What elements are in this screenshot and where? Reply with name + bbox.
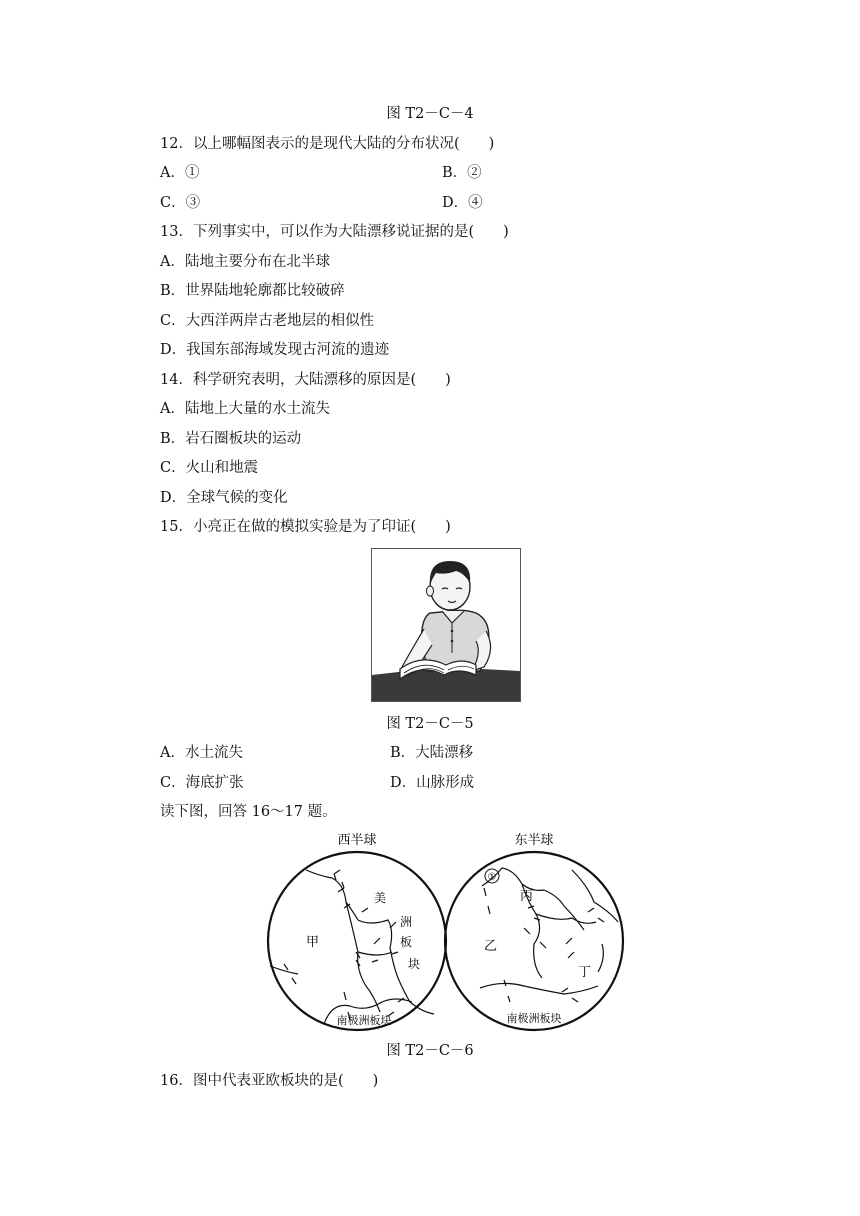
boy-folding-book-drawing [372,549,520,701]
west-label-antarctic-plate: 南极洲板块 [336,1014,392,1027]
option-d: D．我国东部海域发现古河流的遗迹 [160,342,390,358]
question-12-stem: 12．以上哪幅图表示的是现代大陆的分布状况( ) [160,136,495,152]
west-label-kuai: 块 [408,957,421,971]
reading-instruction: 读下图，回答 16～17 题。 [160,804,337,820]
question-14-stem: 14．科学研究表明，大陆漂移的原因是( ) [160,372,451,388]
option-c: C．海底扩张 [160,775,244,791]
question-16-stem: 16．图中代表亚欧板块的是( ) [160,1073,379,1089]
west-label-jia: 甲 [306,935,320,950]
option-d: D．山脉形成 [390,775,475,791]
option-a: A．水土流失 [160,745,243,761]
plate-hemisphere-map [262,826,632,1034]
east-label-yi: 乙 [484,939,498,954]
east-hemisphere-title: 东半球 [514,833,554,848]
east-label-bing: 丙 [520,889,534,904]
west-hemisphere [268,852,446,1030]
option-c: C．大西洋两岸古老地层的相似性 [160,313,375,329]
option-a: A．① [160,165,200,181]
west-label-ban: 板 [400,935,413,949]
east-label-antarctic-plate: 南极洲板块 [506,1012,562,1025]
east-label-circle-1: ① [487,872,497,883]
option-b: B．世界陆地轮廓都比较破碎 [160,283,345,299]
west-label-mei: 美 [374,891,387,905]
option-b: B．岩石圈板块的运动 [160,431,302,447]
option-d: D．全球气候的变化 [160,490,288,506]
option-b: B．大陆漂移 [390,745,474,761]
figure-caption: 图 T2－C－5 [386,716,474,732]
east-hemisphere [445,852,623,1030]
east-label-ding: 丁 [578,965,592,980]
option-a: A．陆地上大量的水土流失 [160,401,330,417]
figure-caption: 图 T2－C－4 [386,106,474,122]
west-hemisphere-title: 西半球 [337,833,377,848]
experiment-illustration [371,548,521,702]
west-label-zhou: 洲 [400,915,413,929]
option-c: C．③ [160,195,201,211]
question-13-stem: 13．下列事实中，可以作为大陆漂移说证据的是( ) [160,224,509,240]
figure-caption: 图 T2－C－6 [386,1043,474,1059]
option-a: A．陆地主要分布在北半球 [160,254,330,270]
option-b: B．② [442,165,482,181]
question-15-stem: 15．小亮正在做的模拟实验是为了印证( ) [160,519,451,535]
option-d: D．④ [442,195,483,211]
option-c: C．火山和地震 [160,460,259,476]
